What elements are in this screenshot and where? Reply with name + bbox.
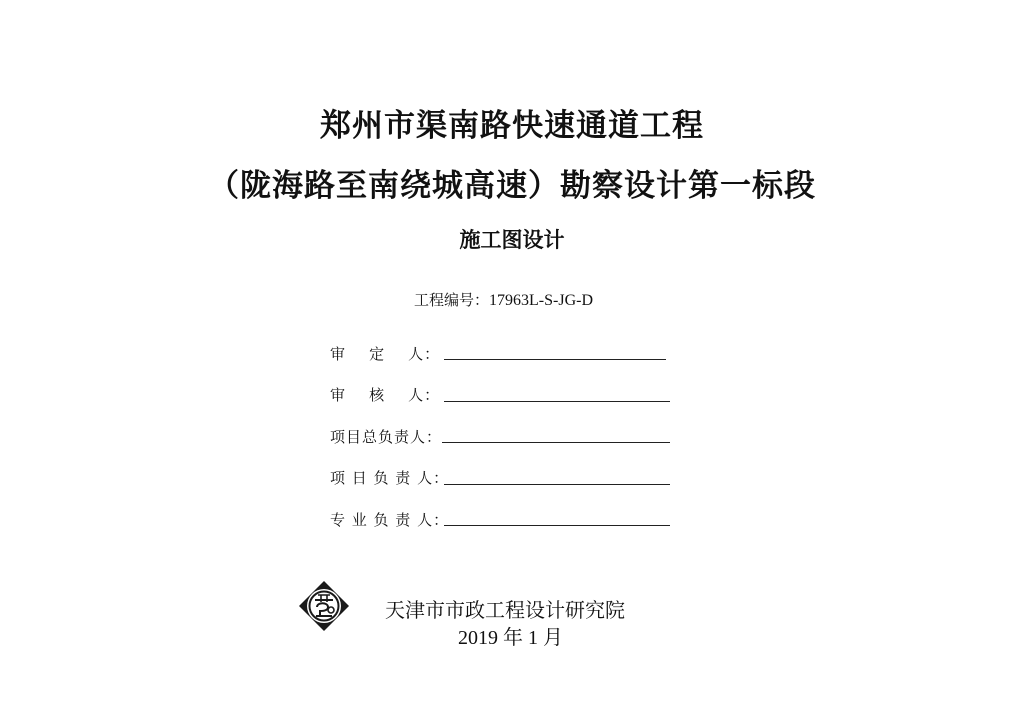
signature-label: 审 核 人： <box>330 386 441 404</box>
project-number-value: 17963L-S-JG-D <box>489 292 594 309</box>
signature-line <box>444 401 670 402</box>
signature-line <box>444 484 670 485</box>
signature-label: 专 业 负 责 人： <box>330 511 450 529</box>
signature-line <box>444 525 670 526</box>
signature-label: 审 定 人： <box>330 345 441 363</box>
document-date: 2019 年 1 月 <box>458 627 563 649</box>
institute-seal-icon <box>298 580 350 632</box>
document-subtitle: 施工图设计 <box>459 228 565 252</box>
document-title-line1: 郑州市渠南路快速通道工程 <box>320 108 704 144</box>
signature-line <box>444 359 666 360</box>
signature-label: 项目总负责人： <box>330 428 443 446</box>
project-number-label: 工程编号： <box>414 291 490 309</box>
signature-label: 项 日 负 责 人： <box>330 469 450 487</box>
project-number <box>414 289 593 310</box>
institute-name: 天津市市政工程设计研究院 <box>385 598 625 622</box>
document-title-line2: （陇海路至南绕城高速）勘察设计第一标段 <box>208 168 816 204</box>
signature-line <box>442 442 670 443</box>
